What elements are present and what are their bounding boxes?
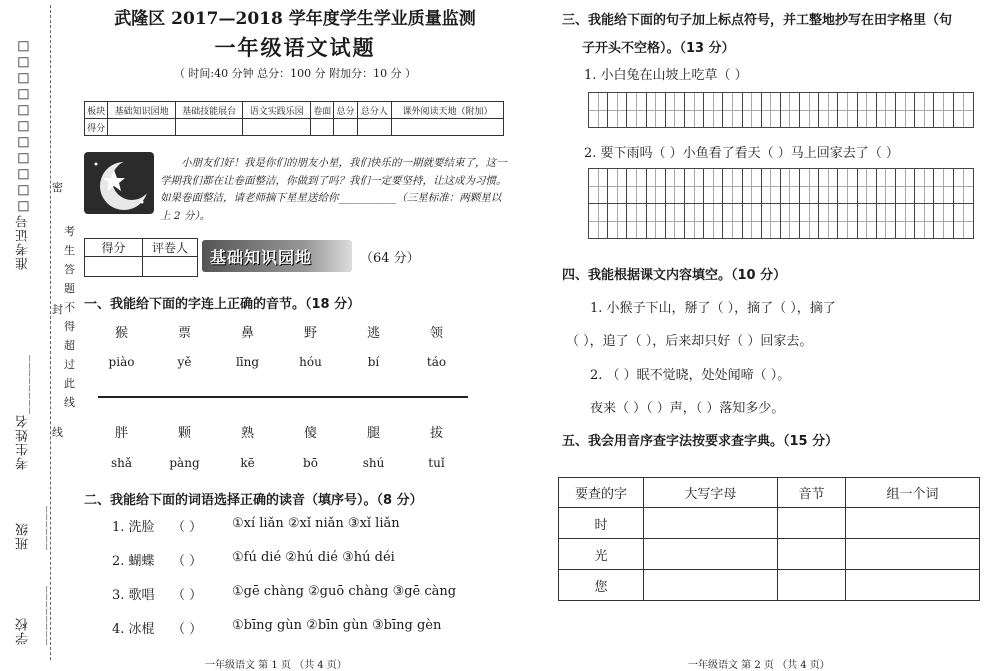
score-header: 总分人 [357, 102, 391, 119]
q5-header: 要查的字 [559, 478, 644, 508]
q1-pinyin[interactable]: pàng [169, 456, 200, 470]
q3-sentence-2: 2. 要下雨吗（ ）小鱼看了看天（ ）马上回家去了（ ） [584, 146, 899, 161]
q1-char[interactable]: 鼻 [240, 326, 254, 341]
q1-pinyin[interactable]: piào [108, 355, 135, 369]
warning-char: 考 [64, 225, 75, 238]
school-label: 学校 ________ [16, 585, 48, 645]
warning-char: 得 [64, 320, 75, 333]
tianzige-cell[interactable] [838, 93, 857, 127]
warning-char: 线 [64, 396, 75, 409]
score-cell[interactable] [311, 119, 334, 136]
seal-char: 密 [52, 181, 63, 194]
score-cell[interactable] [243, 119, 311, 136]
grader-box [84, 238, 198, 277]
q5-header: 组一个词 [846, 478, 980, 508]
q4-line-2: （ ），追了（ ），后来却只好（ ）回家去。 [566, 334, 813, 349]
tianzige-cell[interactable] [954, 204, 973, 238]
score-cell[interactable] [357, 119, 391, 136]
q1-pinyin[interactable]: táo [426, 355, 447, 369]
footer-page-1: 一年级语文 第 1 页 （共 4 页） [205, 660, 347, 671]
section-banner-label: 基础知识园地 [210, 248, 313, 267]
tianzige-cell[interactable] [954, 93, 973, 127]
seal-char: 线 [52, 426, 63, 439]
q3-grid-2[interactable] [588, 168, 974, 239]
tianzige-cell[interactable] [781, 169, 800, 203]
q4-title: 四、我能根据课文内容填空。（10 分） [562, 268, 787, 283]
seal-char: 封 [52, 303, 63, 316]
tianzige-cell[interactable] [647, 169, 666, 203]
q2-word: 1. 洗脸 [112, 520, 155, 535]
grader-name-label: 评卷人 [143, 239, 198, 257]
tianzige-cell[interactable] [704, 93, 723, 127]
tianzige-cell[interactable] [838, 204, 857, 238]
tianzige-cell[interactable] [819, 93, 838, 127]
tianzige-cell[interactable] [819, 204, 838, 238]
q5-row [559, 570, 980, 601]
footer-page-2: 一年级语文 第 2 页 （共 4 页） [688, 660, 830, 671]
q5-answer-cell[interactable] [777, 539, 845, 570]
score-cell[interactable] [108, 119, 176, 136]
q2-answer-paren[interactable]: （ ） [172, 520, 203, 535]
tianzige-cell[interactable] [896, 169, 915, 203]
q3-title-line2: 子开头不空格）。（13 分） [582, 41, 735, 56]
q1-char[interactable]: 熟 [240, 426, 254, 441]
q1-pinyin[interactable]: kē [240, 456, 255, 470]
tianzige-cell[interactable] [589, 169, 608, 203]
q3-sentence-1: 1. 小白兔在山坡上吃草（ ） [584, 68, 748, 83]
tianzige-cell[interactable] [819, 169, 838, 203]
exam-subtitle: 一年级语文试题 [214, 35, 376, 60]
q5-answer-cell[interactable] [644, 539, 778, 570]
q2-title: 二、我能给下面的词语选择正确的读音（填序号）。（8 分） [84, 493, 423, 508]
tianzige-cell[interactable] [800, 204, 819, 238]
tianzige-cell[interactable] [877, 93, 896, 127]
q1-char[interactable]: 颗 [177, 426, 191, 441]
grader-name-cell[interactable] [143, 257, 198, 277]
tianzige-cell[interactable] [704, 169, 723, 203]
star-mascot-image [84, 152, 154, 214]
warning-char: 过 [64, 358, 75, 371]
q1-char[interactable]: 逃 [366, 326, 380, 341]
tianzige-cell[interactable] [858, 93, 877, 127]
tianzige-cell[interactable] [896, 204, 915, 238]
tianzige-cell[interactable] [781, 93, 800, 127]
score-header: 语文实践乐园 [243, 102, 311, 119]
tianzige-cell[interactable] [589, 204, 608, 238]
tianzige-cell[interactable] [723, 169, 742, 203]
tianzige-cell[interactable] [723, 93, 742, 127]
tianzige-cell[interactable] [877, 169, 896, 203]
tianzige-cell[interactable] [877, 204, 896, 238]
tianzige-cell[interactable] [762, 204, 781, 238]
q1-char[interactable]: 猴 [114, 326, 128, 341]
q2-item [112, 618, 512, 652]
q1-char[interactable]: 票 [177, 326, 191, 341]
class-label: 班级 ______ [16, 505, 48, 550]
tianzige-cell[interactable] [608, 169, 627, 203]
q5-answer-cell[interactable] [644, 570, 778, 601]
q5-answer-cell[interactable] [846, 570, 980, 601]
score-header: 总分 [334, 102, 357, 119]
q1-pinyin[interactable]: yě [177, 355, 192, 369]
tianzige-cell[interactable] [762, 169, 781, 203]
q1-chars-bottom [90, 422, 468, 441]
warning-char: 题 [64, 282, 75, 295]
q2-options: ①fú dié ②hú dié ③hú déi [232, 550, 395, 565]
q5-answer-cell[interactable] [777, 570, 845, 601]
exam-meta: （ 时间:40 分钟 总分：100 分 附加分：10 分 ） [173, 67, 417, 80]
q1-char[interactable]: 腿 [366, 426, 380, 441]
score-header: 基础知识园地 [108, 102, 176, 119]
tianzige-cell[interactable] [781, 204, 800, 238]
q2-word: 2. 蝴蝶 [112, 554, 155, 569]
warning-char: 此 [64, 377, 75, 390]
tianzige-cell[interactable] [666, 204, 685, 238]
tianzige-cell[interactable] [934, 93, 953, 127]
q4-line-3: 2. （ ）眠不觉晓，处处闻啼（ ）。 [590, 368, 791, 383]
q5-row [559, 508, 980, 539]
q1-chars-top [90, 322, 468, 341]
warning-char: 答 [64, 263, 75, 276]
score-cell[interactable] [334, 119, 357, 136]
dictionary-table [558, 477, 980, 601]
score-header: 基础技能展台 [175, 102, 243, 119]
section-points: （64 分） [360, 251, 420, 266]
tianzige-cell[interactable] [685, 93, 704, 127]
tianzige-cell[interactable] [685, 204, 704, 238]
q5-char: 时 [559, 508, 644, 539]
q2-word: 4. 冰棍 [112, 622, 155, 637]
tianzige-cell[interactable] [915, 93, 934, 127]
tianzige-cell[interactable] [743, 169, 762, 203]
score-row-label: 得分 [85, 119, 108, 136]
q1-pinyin[interactable]: hóu [299, 355, 322, 369]
q5-row [559, 539, 980, 570]
tianzige-cell[interactable] [858, 204, 877, 238]
q1-pinyin-bottom [90, 456, 468, 470]
exam-title: 武隆区 2017—2018 学年度学生学业质量监测 [114, 9, 476, 29]
q2-word: 3. 歌唱 [112, 588, 155, 603]
q1-title: 一、我能给下面的字连上正确的音节。（18 分） [84, 297, 361, 312]
score-cell[interactable] [175, 119, 243, 136]
score-table [84, 101, 504, 136]
tianzige-cell[interactable] [934, 169, 953, 203]
warning-char: 不 [64, 301, 75, 314]
tianzige-cell[interactable] [954, 169, 973, 203]
q2-items [112, 516, 512, 652]
tianzige-cell[interactable] [666, 93, 685, 127]
tianzige-cell[interactable] [896, 93, 915, 127]
no-answer-warning [64, 222, 76, 412]
q1-pinyin[interactable]: bí [367, 355, 380, 369]
student-name-label: 考生姓名________ [16, 354, 31, 470]
score-header: 板块 [85, 102, 108, 119]
tianzige-cell[interactable] [915, 204, 934, 238]
score-header: 卷面 [311, 102, 334, 119]
q4-line-1: 1. 小猴子下山，掰了（ ），摘了（ ），摘了 [590, 301, 836, 316]
q1-char[interactable]: 拔 [429, 426, 443, 441]
q2-options: ①xí liǎn ②xǐ niǎn ③xǐ liǎn [232, 516, 400, 531]
q2-item [112, 516, 512, 550]
q1-pinyin-top [90, 355, 468, 369]
tianzige-cell[interactable] [647, 93, 666, 127]
q1-pinyin[interactable]: tuǐ [428, 456, 445, 470]
q5-char: 您 [559, 570, 644, 601]
q5-answer-cell[interactable] [846, 539, 980, 570]
q1-char[interactable]: 野 [303, 326, 317, 341]
tianzige-cell[interactable] [666, 169, 685, 203]
tianzige-cell[interactable] [762, 93, 781, 127]
section-banner [202, 240, 352, 272]
q2-item [112, 550, 512, 584]
intro-paragraph: 小朋友们好！我是你们的朋友小星，我们快乐的一期就要结束了，这一学期我们都在让卷面整洁，你做到了吗？我们一定要坚持，让这成为习惯。如果卷面整洁，请老师摘下星星送给你___________（三星标准：两颗星以上 2 分）。 [160, 157, 507, 222]
q5-header-row [559, 478, 980, 508]
tianzige-cell[interactable] [685, 169, 704, 203]
tianzige-cell[interactable] [858, 169, 877, 203]
q1-char[interactable]: 傻 [303, 426, 317, 441]
tianzige-cell[interactable] [743, 93, 762, 127]
tianzige-cell[interactable] [915, 169, 934, 203]
tianzige-cell[interactable] [647, 204, 666, 238]
q5-title: 五、我会用音序查字法按要求查字典。（15 分） [562, 434, 839, 449]
tianzige-cell[interactable] [627, 204, 646, 238]
tianzige-cell[interactable] [800, 93, 819, 127]
q2-answer-paren[interactable]: （ ） [172, 554, 203, 569]
tianzige-cell[interactable] [608, 204, 627, 238]
q5-answer-cell[interactable] [644, 508, 778, 539]
tianzige-cell[interactable] [589, 93, 608, 127]
warning-char: 生 [64, 244, 75, 257]
score-header: 课外阅读天地（附加） [392, 102, 504, 119]
q3-title-line1: 三、我能给下面的句子加上标点符号，并工整地抄写在田字格里（句 [562, 13, 953, 28]
q1-pinyin[interactable]: shú [362, 456, 385, 470]
q5-header: 大写字母 [644, 478, 778, 508]
candidate-number-label: 准考证号□□□□□□□□□□□ [16, 38, 31, 270]
tianzige-cell[interactable] [627, 169, 646, 203]
q2-answer-paren[interactable]: （ ） [172, 588, 203, 603]
tianzige-cell[interactable] [723, 204, 742, 238]
score-cell[interactable] [392, 119, 504, 136]
tianzige-cell[interactable] [743, 204, 762, 238]
q1-char[interactable]: 领 [429, 326, 443, 341]
q1-pinyin[interactable]: shǎ [110, 456, 133, 470]
seal-dashed-line [50, 5, 51, 660]
q1-pinyin[interactable]: līng [235, 355, 260, 369]
q2-item [112, 584, 512, 618]
tianzige-cell[interactable] [800, 169, 819, 203]
tianzige-cell[interactable] [704, 204, 723, 238]
q1-divider [98, 396, 468, 398]
q2-options: ①bīng gùn ②bīn gùn ③bīng gèn [232, 618, 442, 633]
q5-answer-cell[interactable] [777, 508, 845, 539]
q1-pinyin[interactable]: bō [303, 456, 318, 470]
q1-char[interactable]: 胖 [114, 426, 128, 441]
q5-answer-cell[interactable] [846, 508, 980, 539]
q2-options: ①gē chàng ②guō chàng ③gē càng [232, 584, 457, 599]
tianzige-cell[interactable] [934, 204, 953, 238]
tianzige-cell[interactable] [608, 93, 627, 127]
q5-header: 音节 [777, 478, 845, 508]
q4-line-4: 夜来（ ）（ ）声，（ ）落知多少。 [590, 401, 785, 416]
grader-score-label: 得分 [85, 239, 143, 257]
q2-answer-paren[interactable]: （ ） [172, 622, 203, 637]
q5-char: 光 [559, 539, 644, 570]
warning-char: 超 [64, 339, 75, 352]
q3-grid-1[interactable] [588, 92, 974, 128]
tianzige-cell[interactable] [627, 93, 646, 127]
grader-score-cell[interactable] [85, 257, 143, 277]
tianzige-cell[interactable] [838, 169, 857, 203]
